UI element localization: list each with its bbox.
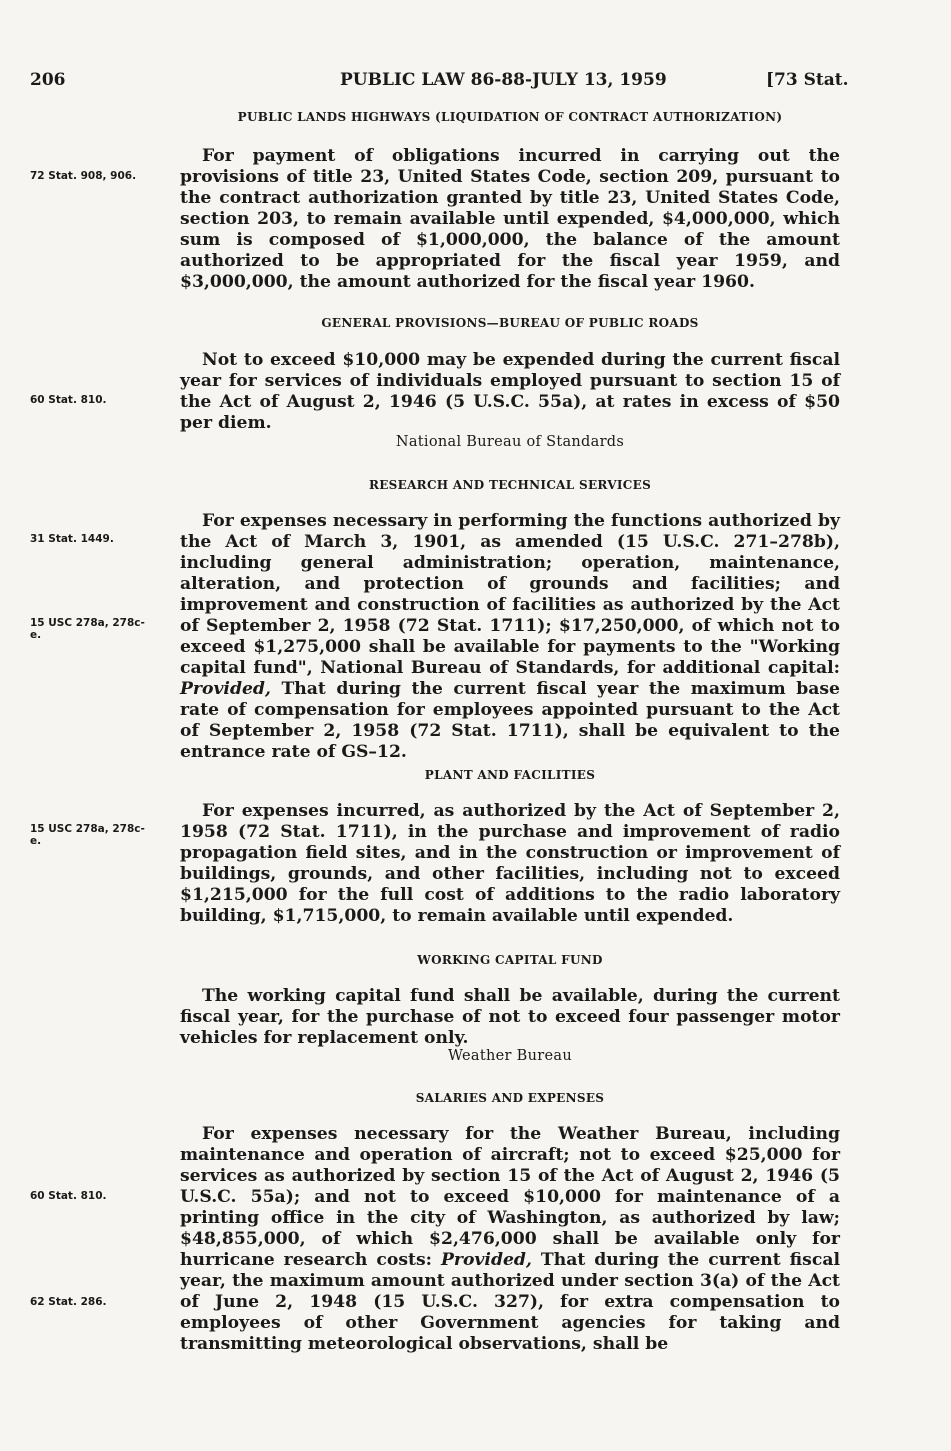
page-number: 206 <box>30 70 66 90</box>
margin-note: 15 USC 278a, 278c-e. <box>30 617 145 641</box>
section-heading-plant-and-facilities: PLANT AND FACILITIES <box>424 768 596 782</box>
volume-reference: [73 Stat. <box>766 70 849 90</box>
agency-heading-national-bureau-of-standards: National Bureau of Standards <box>395 434 625 450</box>
agency-heading-weather-bureau: Weather Bureau <box>448 1048 572 1064</box>
margin-note: 62 Stat. 286. <box>30 1296 107 1308</box>
paragraph-public-lands-highways: For payment of obligations incurred in carrying out the provisions of title 23, United States Code, section 209, pursuant to the contract authorization granted by title 23, United States Code, section 203, to remain available until expended, $4,000,000, which sum is composed of $1,000,000, the balance of the amount authorized to be appropriated for the fiscal year 1959, and $3,000,000, the amount authorized for the fiscal year 1960. <box>180 146 840 292</box>
margin-note: 72 Stat. 908, 906. <box>30 170 137 182</box>
paragraph-working-capital-fund: The working capital fund shall be available, during the current fiscal year, for the purchase of not to exceed four passenger motor vehicles for replacement only. <box>180 986 840 1048</box>
running-title: PUBLIC LAW 86-88-JULY 13, 1959 <box>340 70 667 90</box>
margin-note: 60 Stat. 810. <box>30 1190 107 1202</box>
section-heading-public-lands-highways: PUBLIC LANDS HIGHWAYS (LIQUIDATION OF CONTRACT AUTHORIZATION) <box>237 110 783 124</box>
margin-note: 60 Stat. 810. <box>30 394 107 406</box>
paragraph-research-technical-services: For expenses necessary in performing the functions authorized by the Act of March 3, 1901, as amended (15 U.S.C. 271–278b), including general administration; operation, maintenance, alteration, and protection of grounds and facilities; and improvement and construction of facilities as authorized by the Act of September 2, 1958 (72 Stat. 1711); $17,250,000, of which not to exceed $1,275,000 shall be available for payments to the "Working capital fund", National Bureau of Standards, for additional capital: Provided, That during the current fiscal year the maximum base rate of compensation for employees appointed pursuant to the Act of September 2, 1958 (72 Stat. 1711), shall be equivalent to the entrance rate of GS–12. <box>180 511 840 762</box>
section-heading-working-capital-fund: WORKING CAPITAL FUND <box>417 953 603 967</box>
margin-note: 15 USC 278a, 278c-e. <box>30 823 145 847</box>
section-heading-research-technical-services: RESEARCH AND TECHNICAL SERVICES <box>368 478 652 492</box>
running-header <box>0 70 951 94</box>
margin-note: 31 Stat. 1449. <box>30 533 114 545</box>
section-heading-salaries-and-expenses: SALARIES AND EXPENSES <box>415 1091 605 1105</box>
paragraph-plant-and-facilities: For expenses incurred, as authorized by the Act of September 2, 1958 (72 Stat. 1711), in the purchase and improvement of radio propagation field sites, and in the construction or improvement of buildings, grounds, and other facilities, including not to exceed $1,215,000 for the full cost of additions to the radio laboratory building, $1,715,000, to remain available until expended. <box>180 801 840 926</box>
section-heading-general-provisions: GENERAL PROVISIONS—BUREAU OF PUBLIC ROADS <box>321 316 699 330</box>
paragraph-salaries-and-expenses: For expenses necessary for the Weather Bureau, including maintenance and operation of aircraft; not to exceed $25,000 for services as authorized by section 15 of the Act of August 2, 1946 (5 U.S.C. 55a); and not to exceed $10,000 for maintenance of a printing office in the city of Washington, as authorized by law; $48,855,000, of which $2,476,000 shall be available only for hurricane research costs: Provided, That during the current fiscal year, the maximum amount authorized under section 3(a) of the Act of June 2, 1948 (15 U.S.C. 327), for extra compensation to employees of other Government agencies for taking and transmitting meteorological observations, shall be <box>180 1124 840 1354</box>
paragraph-general-provisions: Not to exceed $10,000 may be expended during the current fiscal year for services of individuals employed pursuant to section 15 of the Act of August 2, 1946 (5 U.S.C. 55a), at rates in excess of $50 per diem. <box>180 350 840 433</box>
